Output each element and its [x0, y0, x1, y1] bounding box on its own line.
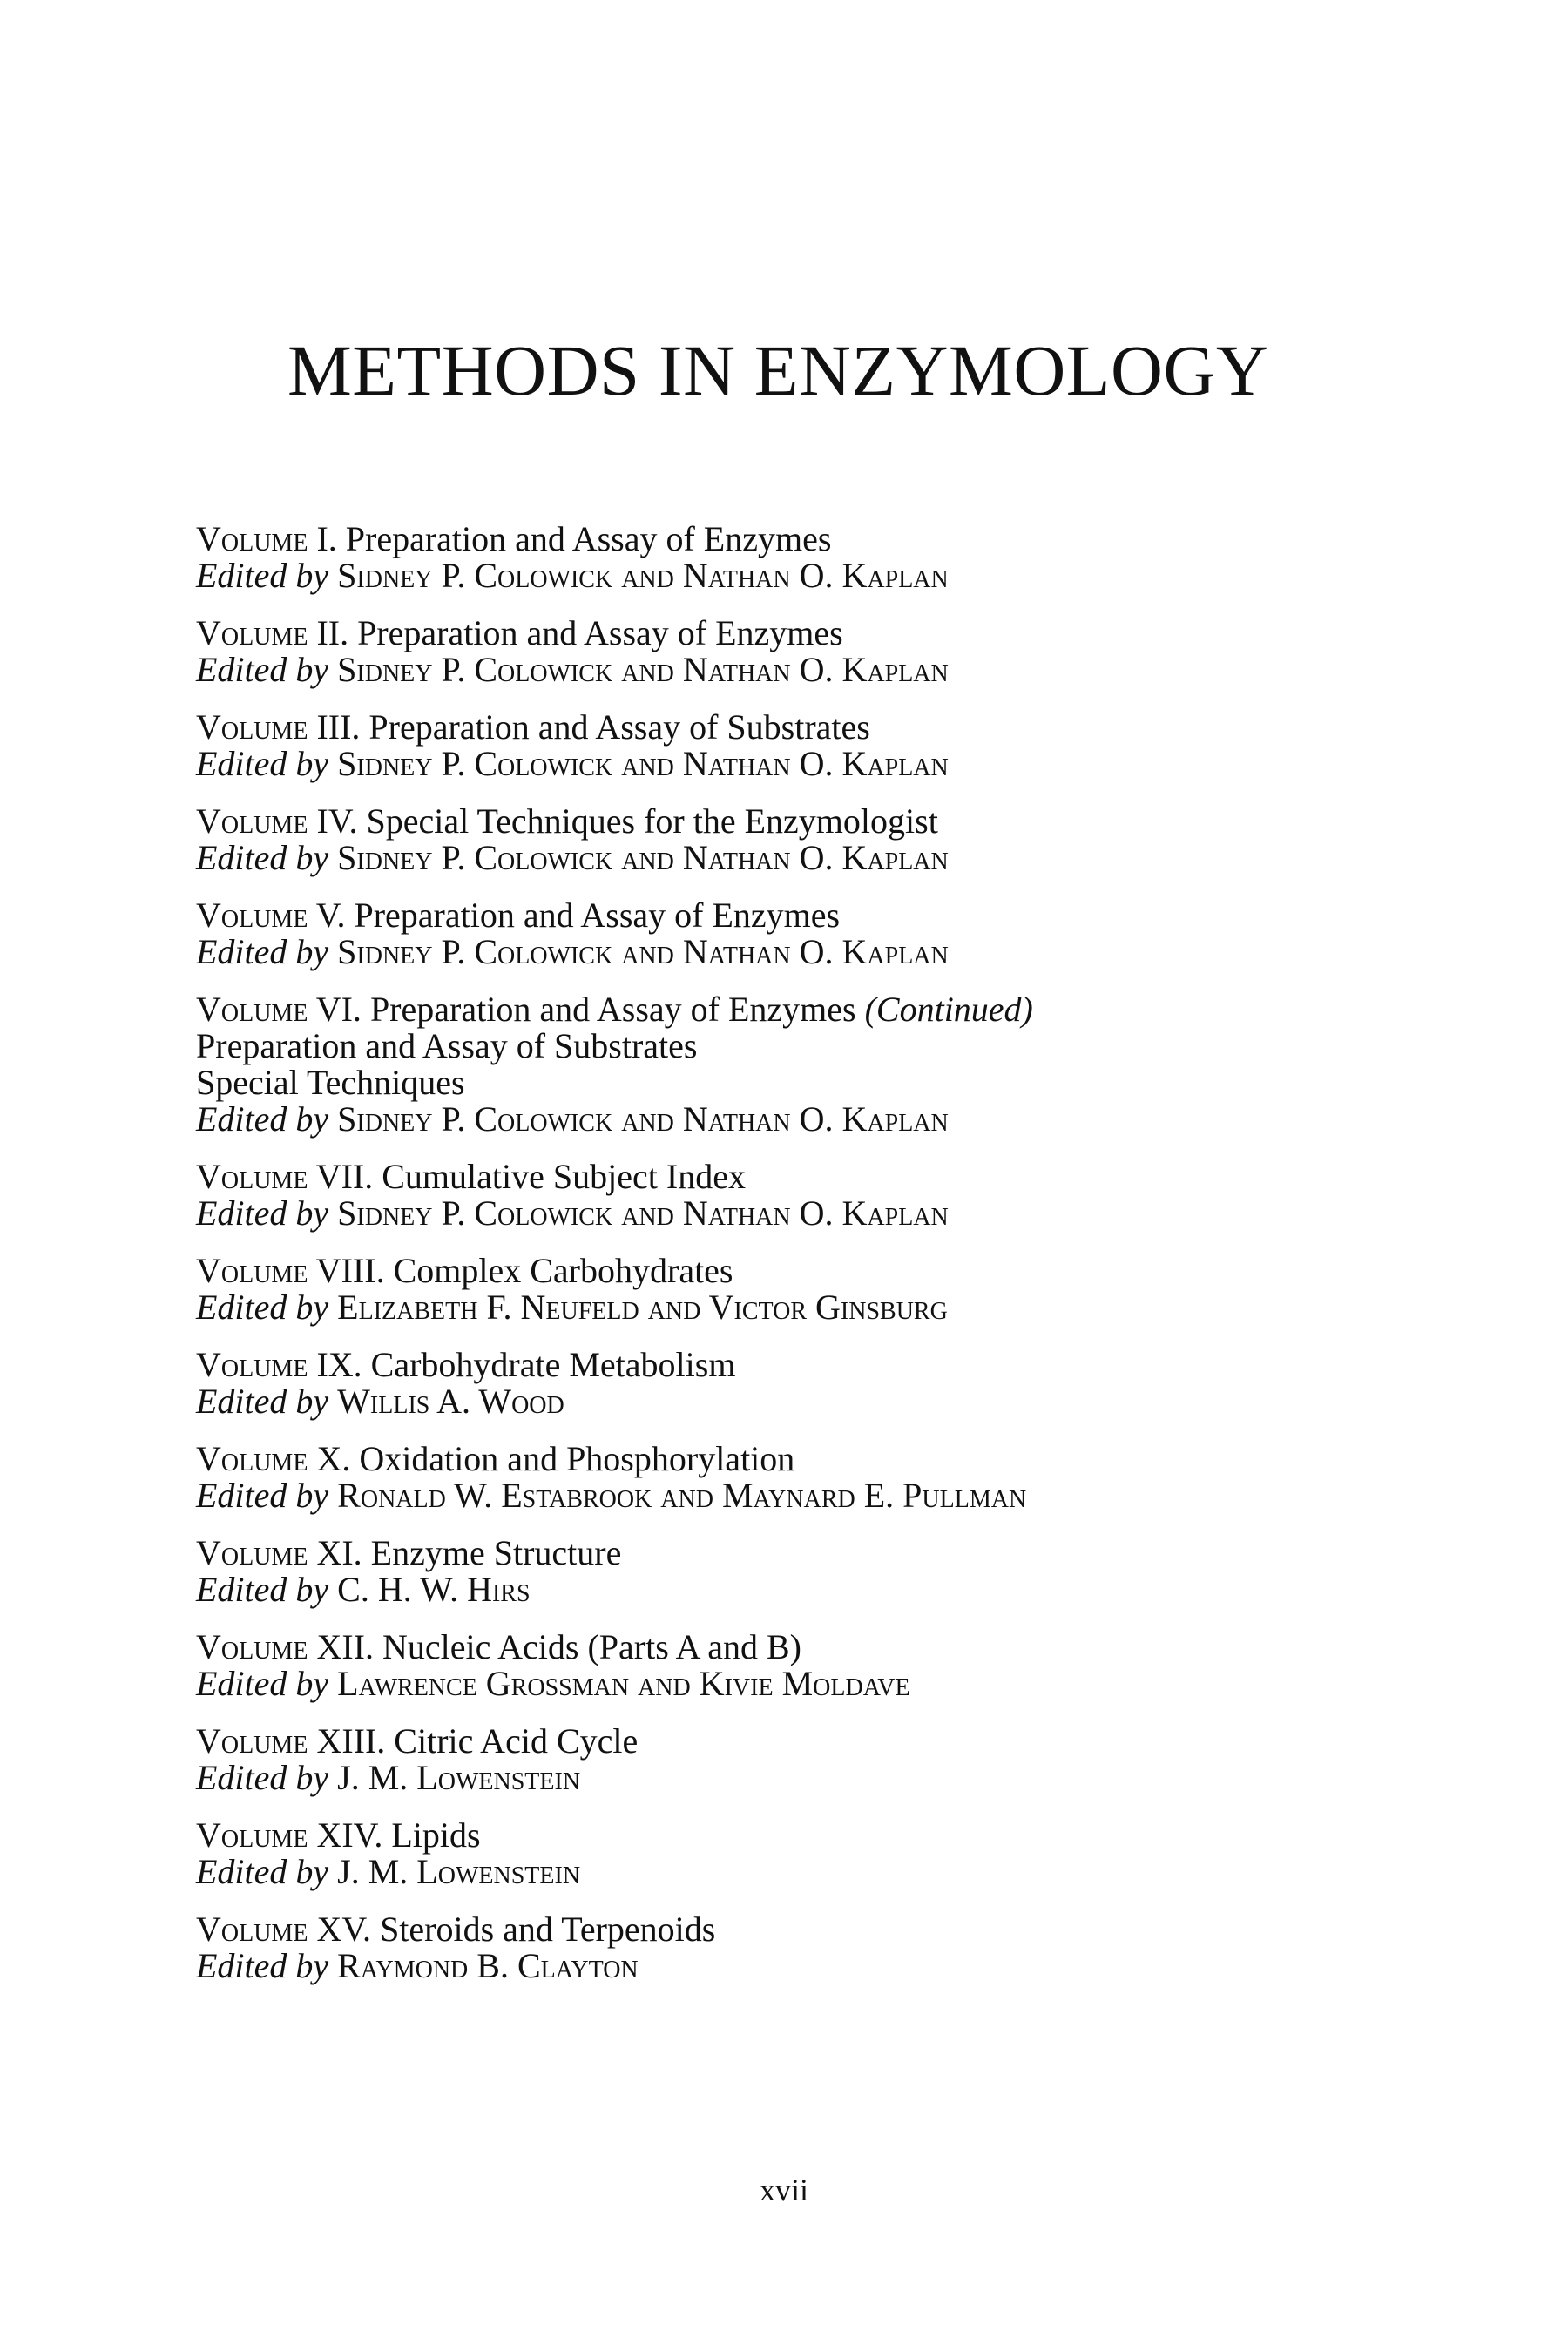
volume-entry: [196, 1629, 1459, 1702]
volume-editors-line: [196, 746, 1459, 782]
volume-label: Volume: [196, 1157, 308, 1196]
volume-label: Volume: [196, 801, 308, 841]
volume-editors-line: [196, 1760, 1459, 1796]
volume-entry: [196, 521, 1459, 594]
volume-heading: [196, 521, 1459, 558]
volume-heading: [196, 803, 1459, 840]
volume-number: IX.: [316, 1345, 362, 1384]
edited-by-label: Edited by: [196, 1570, 329, 1609]
volume-editors-line: [196, 840, 1459, 876]
volume-label: Volume: [196, 707, 308, 747]
volume-label: Volume: [196, 1721, 308, 1761]
volume-entry: [196, 803, 1459, 876]
edited-by-label: Edited by: [196, 556, 329, 595]
volume-editors-line: [196, 1477, 1459, 1514]
volume-editors: Sidney P. Colowick and Nathan O. Kaplan: [337, 1193, 949, 1233]
volume-number: II.: [316, 613, 349, 652]
volume-label: Volume: [196, 1909, 308, 1949]
edited-by-label: Edited by: [196, 1758, 329, 1797]
volume-heading: [196, 1629, 1459, 1666]
volume-subject: Lipids: [391, 1815, 481, 1855]
volume-heading: [196, 1441, 1459, 1477]
volume-entry: [196, 897, 1459, 970]
edited-by-label: Edited by: [196, 838, 329, 877]
volume-number: VI.: [315, 990, 362, 1029]
volume-editors: J. M. Lowenstein: [337, 1852, 581, 1891]
edited-by-label: Edited by: [196, 1193, 329, 1233]
volume-heading: [196, 1253, 1459, 1289]
volume-editors: J. M. Lowenstein: [337, 1758, 581, 1797]
volume-subject: Citric Acid Cycle: [394, 1721, 639, 1761]
volume-label: Volume: [196, 1251, 308, 1290]
volume-entry: [196, 1159, 1459, 1232]
volume-heading: [196, 1535, 1459, 1571]
volume-subject: Preparation and Assay of Enzymes: [357, 613, 843, 652]
volume-subject: Carbohydrate Metabolism: [370, 1345, 736, 1384]
volume-number: VII.: [315, 1157, 374, 1196]
volume-subject: Complex Carbohydrates: [393, 1251, 733, 1290]
volume-editors-line: [196, 934, 1459, 970]
volume-number: XIII.: [316, 1721, 386, 1761]
volume-subject-continuation: Preparation and Assay of Substrates: [196, 1026, 698, 1065]
volume-entry: [196, 1911, 1459, 1984]
volume-list: [196, 521, 1459, 2005]
volume-number: X.: [316, 1439, 351, 1478]
volume-editors-line: [196, 652, 1459, 688]
volume-label: Volume: [196, 1627, 308, 1666]
volume-heading: [196, 615, 1459, 652]
volume-editors: Ronald W. Estabrook and Maynard E. Pullman: [337, 1476, 1027, 1515]
volume-heading: [196, 1911, 1459, 1948]
edited-by-label: Edited by: [196, 1946, 329, 1985]
volume-editors-line: [196, 1101, 1459, 1138]
volume-editors: Sidney P. Colowick and Nathan O. Kaplan: [337, 932, 949, 971]
volume-number: XII.: [316, 1627, 374, 1666]
volume-entry: [196, 1817, 1459, 1890]
volume-subject: Nucleic Acids (Parts A and B): [382, 1627, 802, 1666]
volume-entry: [196, 1347, 1459, 1420]
volume-editors: Elizabeth F. Neufeld and Victor Ginsburg: [337, 1288, 948, 1327]
volume-heading: [196, 1159, 1459, 1195]
volume-subject: Steroids and Terpenoids: [380, 1909, 716, 1949]
volume-editors: Sidney P. Colowick and Nathan O. Kaplan: [337, 650, 949, 689]
volume-label: Volume: [196, 1815, 308, 1855]
volume-subject-continuation: Special Techniques: [196, 1063, 465, 1102]
edited-by-label: Edited by: [196, 650, 329, 689]
edited-by-label: Edited by: [196, 1288, 329, 1327]
volume-editors-line: [196, 1854, 1459, 1890]
volume-editors-line: [196, 1571, 1459, 1608]
volume-heading: [196, 897, 1459, 934]
volume-editors: Raymond B. Clayton: [337, 1946, 639, 1985]
edited-by-label: Edited by: [196, 1664, 329, 1703]
volume-editors: Lawrence Grossman and Kivie Moldave: [337, 1664, 910, 1703]
volume-heading: [196, 1723, 1459, 1760]
volume-number: XV.: [316, 1909, 372, 1949]
volume-heading: [196, 1347, 1459, 1383]
volume-subject: Preparation and Assay of Enzymes: [345, 519, 832, 558]
volume-heading: [196, 709, 1459, 746]
volume-editors: Sidney P. Colowick and Nathan O. Kaplan: [337, 838, 949, 877]
volume-entry: [196, 1253, 1459, 1326]
volume-number: I.: [316, 519, 337, 558]
volume-label: Volume: [196, 1345, 308, 1384]
volume-label: Volume: [196, 990, 308, 1029]
volume-number: XIV.: [316, 1815, 383, 1855]
volume-editors-line: [196, 1289, 1459, 1326]
volume-entry: [196, 1535, 1459, 1608]
edited-by-label: Edited by: [196, 744, 329, 783]
volume-label: Volume: [196, 1439, 308, 1478]
volume-editors: C. H. W. Hirs: [337, 1570, 531, 1609]
volume-label: Volume: [196, 1533, 308, 1572]
volume-subject: Preparation and Assay of Enzymes: [369, 990, 856, 1029]
volume-number: VIII.: [315, 1251, 385, 1290]
volume-number: III.: [316, 707, 361, 747]
page-title: METHODS IN ENZYMOLOGY: [287, 330, 1269, 410]
volume-entry: [196, 991, 1459, 1138]
edited-by-label: Edited by: [196, 932, 329, 971]
volume-heading: [196, 991, 1459, 1028]
volume-number: V.: [315, 896, 346, 935]
edited-by-label: Edited by: [196, 1099, 329, 1139]
volume-entry: [196, 1723, 1459, 1796]
volume-editors-line: [196, 558, 1459, 594]
volume-subject: Enzyme Structure: [370, 1533, 622, 1572]
volume-editors-line: [196, 1383, 1459, 1420]
volume-editors-line: [196, 1948, 1459, 1984]
volume-subject-note: (Continued): [864, 990, 1033, 1029]
volume-subject: Cumulative Subject Index: [382, 1157, 746, 1196]
volume-editors: Sidney P. Colowick and Nathan O. Kaplan: [337, 744, 949, 783]
volume-editors: Sidney P. Colowick and Nathan O. Kaplan: [337, 556, 949, 595]
edited-by-label: Edited by: [196, 1476, 329, 1515]
volume-subject: Preparation and Assay of Substrates: [368, 707, 870, 747]
volume-entry: [196, 1441, 1459, 1514]
volume-entry: [196, 709, 1459, 782]
volume-editors-line: [196, 1666, 1459, 1702]
volume-editors: Willis A. Wood: [337, 1382, 564, 1421]
volume-subject: Oxidation and Phosphorylation: [359, 1439, 795, 1478]
volume-subject: Special Techniques for the Enzymologist: [366, 801, 938, 841]
volume-label: Volume: [196, 519, 308, 558]
volume-editors-line: [196, 1195, 1459, 1232]
volume-editors: Sidney P. Colowick and Nathan O. Kaplan: [337, 1099, 949, 1139]
volume-label: Volume: [196, 613, 308, 652]
edited-by-label: Edited by: [196, 1852, 329, 1891]
volume-heading: [196, 1817, 1459, 1854]
edited-by-label: Edited by: [196, 1382, 329, 1421]
page-number: xvii: [759, 2173, 808, 2207]
volume-label: Volume: [196, 896, 308, 935]
volume-number: XI.: [316, 1533, 362, 1572]
volume-number: IV.: [316, 801, 358, 841]
volume-subject: Preparation and Assay of Enzymes: [354, 896, 841, 935]
volume-entry: [196, 615, 1459, 688]
